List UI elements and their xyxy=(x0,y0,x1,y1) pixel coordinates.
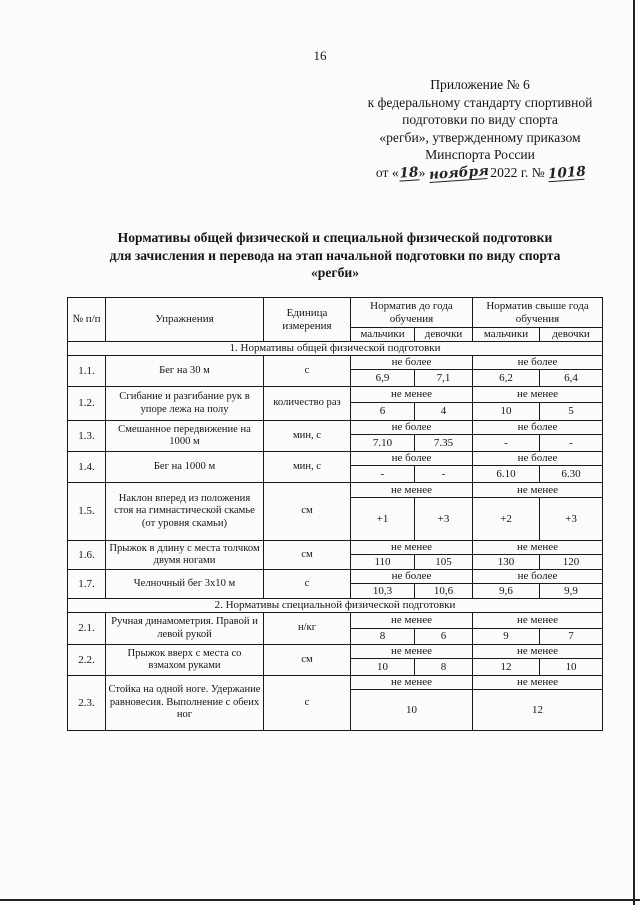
value-girls-b: 6.30 xyxy=(540,466,603,483)
table-row xyxy=(68,645,603,659)
scan-border-bottom xyxy=(0,899,640,901)
page-number: 16 xyxy=(313,48,327,63)
measure-unit: см xyxy=(264,541,351,570)
value-girls-b: 5 xyxy=(540,403,603,421)
header-group-a: Норматив до года обучения xyxy=(351,298,473,328)
table-row xyxy=(68,387,603,403)
measure-unit: см xyxy=(264,645,351,676)
value-girls-a: 10,6 xyxy=(415,584,473,599)
header-boys-b: мальчики xyxy=(473,328,540,342)
table-row xyxy=(68,570,603,584)
value-boys-a: 6 xyxy=(351,403,415,421)
exercise-name: Бег на 1000 м xyxy=(106,452,264,483)
row-number: 2.1. xyxy=(68,613,106,645)
condition-group-a: не менее xyxy=(351,613,473,629)
order-year: 2022 г. № xyxy=(490,164,545,180)
value-boys-b: - xyxy=(473,435,540,452)
value-boys-a: 110 xyxy=(351,555,415,570)
value-girls-a: 7,1 xyxy=(415,370,473,387)
condition-group-b: не более xyxy=(473,452,603,466)
value-girls-a: - xyxy=(415,466,473,483)
condition-group-a: не более xyxy=(351,356,473,370)
measure-unit: количество раз xyxy=(264,387,351,421)
value-boys-b: 9 xyxy=(473,629,540,645)
section-special xyxy=(68,599,603,613)
condition-group-a: не менее xyxy=(351,483,473,498)
exercise-name: Наклон вперед из положения стоя на гимнастической скамье (от уровня скамьи) xyxy=(106,483,264,541)
order-mid: » xyxy=(418,164,426,180)
value-boys-a: +1 xyxy=(351,498,415,541)
section-general xyxy=(68,342,603,356)
appendix-line: подготовки по виду спорта xyxy=(402,112,558,128)
value-boys-a: 8 xyxy=(351,629,415,645)
exercise-name: Смешанное передвижение на 1000 м xyxy=(106,421,264,452)
condition-group-a: не более xyxy=(351,421,473,435)
measure-unit: с xyxy=(264,570,351,599)
condition-group-a: не менее xyxy=(351,676,473,690)
value-boys-a: 10,3 xyxy=(351,584,415,599)
header-unit: Единица измерения xyxy=(264,298,351,342)
order-number-handwritten: 1018 xyxy=(547,163,587,183)
value-boys-b: 12 xyxy=(473,659,540,676)
condition-group-b: не более xyxy=(473,356,603,370)
exercise-name: Сгибание и разгибание рук в упоре лежа на полу xyxy=(106,387,264,421)
row-number: 1.1. xyxy=(68,356,106,387)
norms-table xyxy=(67,297,603,731)
table-row xyxy=(68,421,603,435)
appendix-line: Минспорта России xyxy=(425,147,535,163)
order-prefix: от « xyxy=(375,164,399,180)
value-boys-a: 10 xyxy=(351,659,415,676)
table-row xyxy=(68,356,603,370)
value-girls-b: 9,9 xyxy=(540,584,603,599)
header-boys-a: мальчики xyxy=(351,328,415,342)
table-row xyxy=(68,452,603,466)
value-group-a: 10 xyxy=(351,690,473,731)
condition-group-a: не менее xyxy=(351,645,473,659)
measure-unit: с xyxy=(264,356,351,387)
value-boys-b: 10 xyxy=(473,403,540,421)
appendix-line: «регби», утвержденному приказом xyxy=(379,129,581,145)
order-month-handwritten: ноября xyxy=(428,162,490,183)
scan-border-right xyxy=(633,0,635,905)
header-num: № п/п xyxy=(68,298,106,342)
exercise-name: Ручная динамометрия. Правой и левой рукой xyxy=(106,613,264,645)
value-girls-b: 120 xyxy=(540,555,603,570)
row-number: 1.6. xyxy=(68,541,106,570)
measure-unit: с xyxy=(264,676,351,731)
row-number: 1.5. xyxy=(68,483,106,541)
exercise-name: Челночный бег 3х10 м xyxy=(106,570,264,599)
value-boys-b: 6,2 xyxy=(473,370,540,387)
value-girls-b: 10 xyxy=(540,659,603,676)
value-girls-b: 7 xyxy=(540,629,603,645)
header-row xyxy=(68,298,603,328)
value-girls-a: 7.35 xyxy=(415,435,473,452)
value-boys-b: +2 xyxy=(473,498,540,541)
order-date-line xyxy=(330,164,630,182)
header-group-b: Норматив свыше года обучения xyxy=(473,298,603,328)
condition-group-a: не более xyxy=(351,452,473,466)
section-special-label: 2. Нормативы специальной физической подготовки xyxy=(68,599,603,613)
table-row xyxy=(68,483,603,498)
measure-unit: мин, с xyxy=(264,421,351,452)
header-girls-a: девочки xyxy=(415,328,473,342)
table-row xyxy=(68,541,603,555)
value-group-b: 12 xyxy=(473,690,603,731)
value-boys-b: 130 xyxy=(473,555,540,570)
row-number: 1.3. xyxy=(68,421,106,452)
row-number: 1.2. xyxy=(68,387,106,421)
value-girls-a: 8 xyxy=(415,659,473,676)
value-girls-a: 105 xyxy=(415,555,473,570)
value-boys-a: 6,9 xyxy=(351,370,415,387)
condition-group-b: не менее xyxy=(473,483,603,498)
order-day-handwritten: 18 xyxy=(398,164,419,182)
header-girls-b: девочки xyxy=(540,328,603,342)
condition-group-a: не менее xyxy=(351,541,473,555)
condition-group-b: не менее xyxy=(473,676,603,690)
condition-group-a: не более xyxy=(351,570,473,584)
row-number: 2.2. xyxy=(68,645,106,676)
header-exercise: Упражнения xyxy=(106,298,264,342)
value-girls-a: +3 xyxy=(415,498,473,541)
value-boys-b: 6.10 xyxy=(473,466,540,483)
table-row xyxy=(68,676,603,690)
value-boys-a: 7.10 xyxy=(351,435,415,452)
title-line: «регби» xyxy=(311,265,359,280)
value-girls-a: 4 xyxy=(415,403,473,421)
appendix-line: Приложение № 6 xyxy=(430,77,530,92)
value-girls-b: 6,4 xyxy=(540,370,603,387)
condition-group-b: не менее xyxy=(473,645,603,659)
exercise-name: Прыжок вверх с места со взмахом руками xyxy=(106,645,264,676)
appendix-header xyxy=(330,76,630,182)
value-boys-a: - xyxy=(351,466,415,483)
measure-unit: н/кг xyxy=(264,613,351,645)
value-girls-b: - xyxy=(540,435,603,452)
condition-group-b: не менее xyxy=(473,387,603,403)
condition-group-b: не более xyxy=(473,421,603,435)
condition-group-b: не более xyxy=(473,570,603,584)
document-title xyxy=(70,229,600,282)
row-number: 1.7. xyxy=(68,570,106,599)
title-line: Нормативы общей физической и специальной физической подготовки xyxy=(117,230,553,245)
appendix-line: к федеральному стандарту спортивной xyxy=(367,94,593,110)
measure-unit: мин, с xyxy=(264,452,351,483)
value-girls-a: 6 xyxy=(415,629,473,645)
value-girls-b: +3 xyxy=(540,498,603,541)
condition-group-b: не менее xyxy=(473,541,603,555)
value-boys-b: 9,6 xyxy=(473,584,540,599)
exercise-name: Бег на 30 м xyxy=(106,356,264,387)
row-number: 1.4. xyxy=(68,452,106,483)
exercise-name: Стойка на одной ноге. Удержание равновесия. Выполнение с обеих ног xyxy=(106,676,264,731)
table-row xyxy=(68,613,603,629)
exercise-name: Прыжок в длину с места толчком двумя ногами xyxy=(106,541,264,570)
measure-unit: см xyxy=(264,483,351,541)
condition-group-a: не менее xyxy=(351,387,473,403)
section-general-label: 1. Нормативы общей физической подготовки xyxy=(68,342,603,356)
title-line: для зачисления и перевода на этап начальной подготовки по виду спорта xyxy=(109,247,561,263)
condition-group-b: не менее xyxy=(473,613,603,629)
row-number: 2.3. xyxy=(68,676,106,731)
